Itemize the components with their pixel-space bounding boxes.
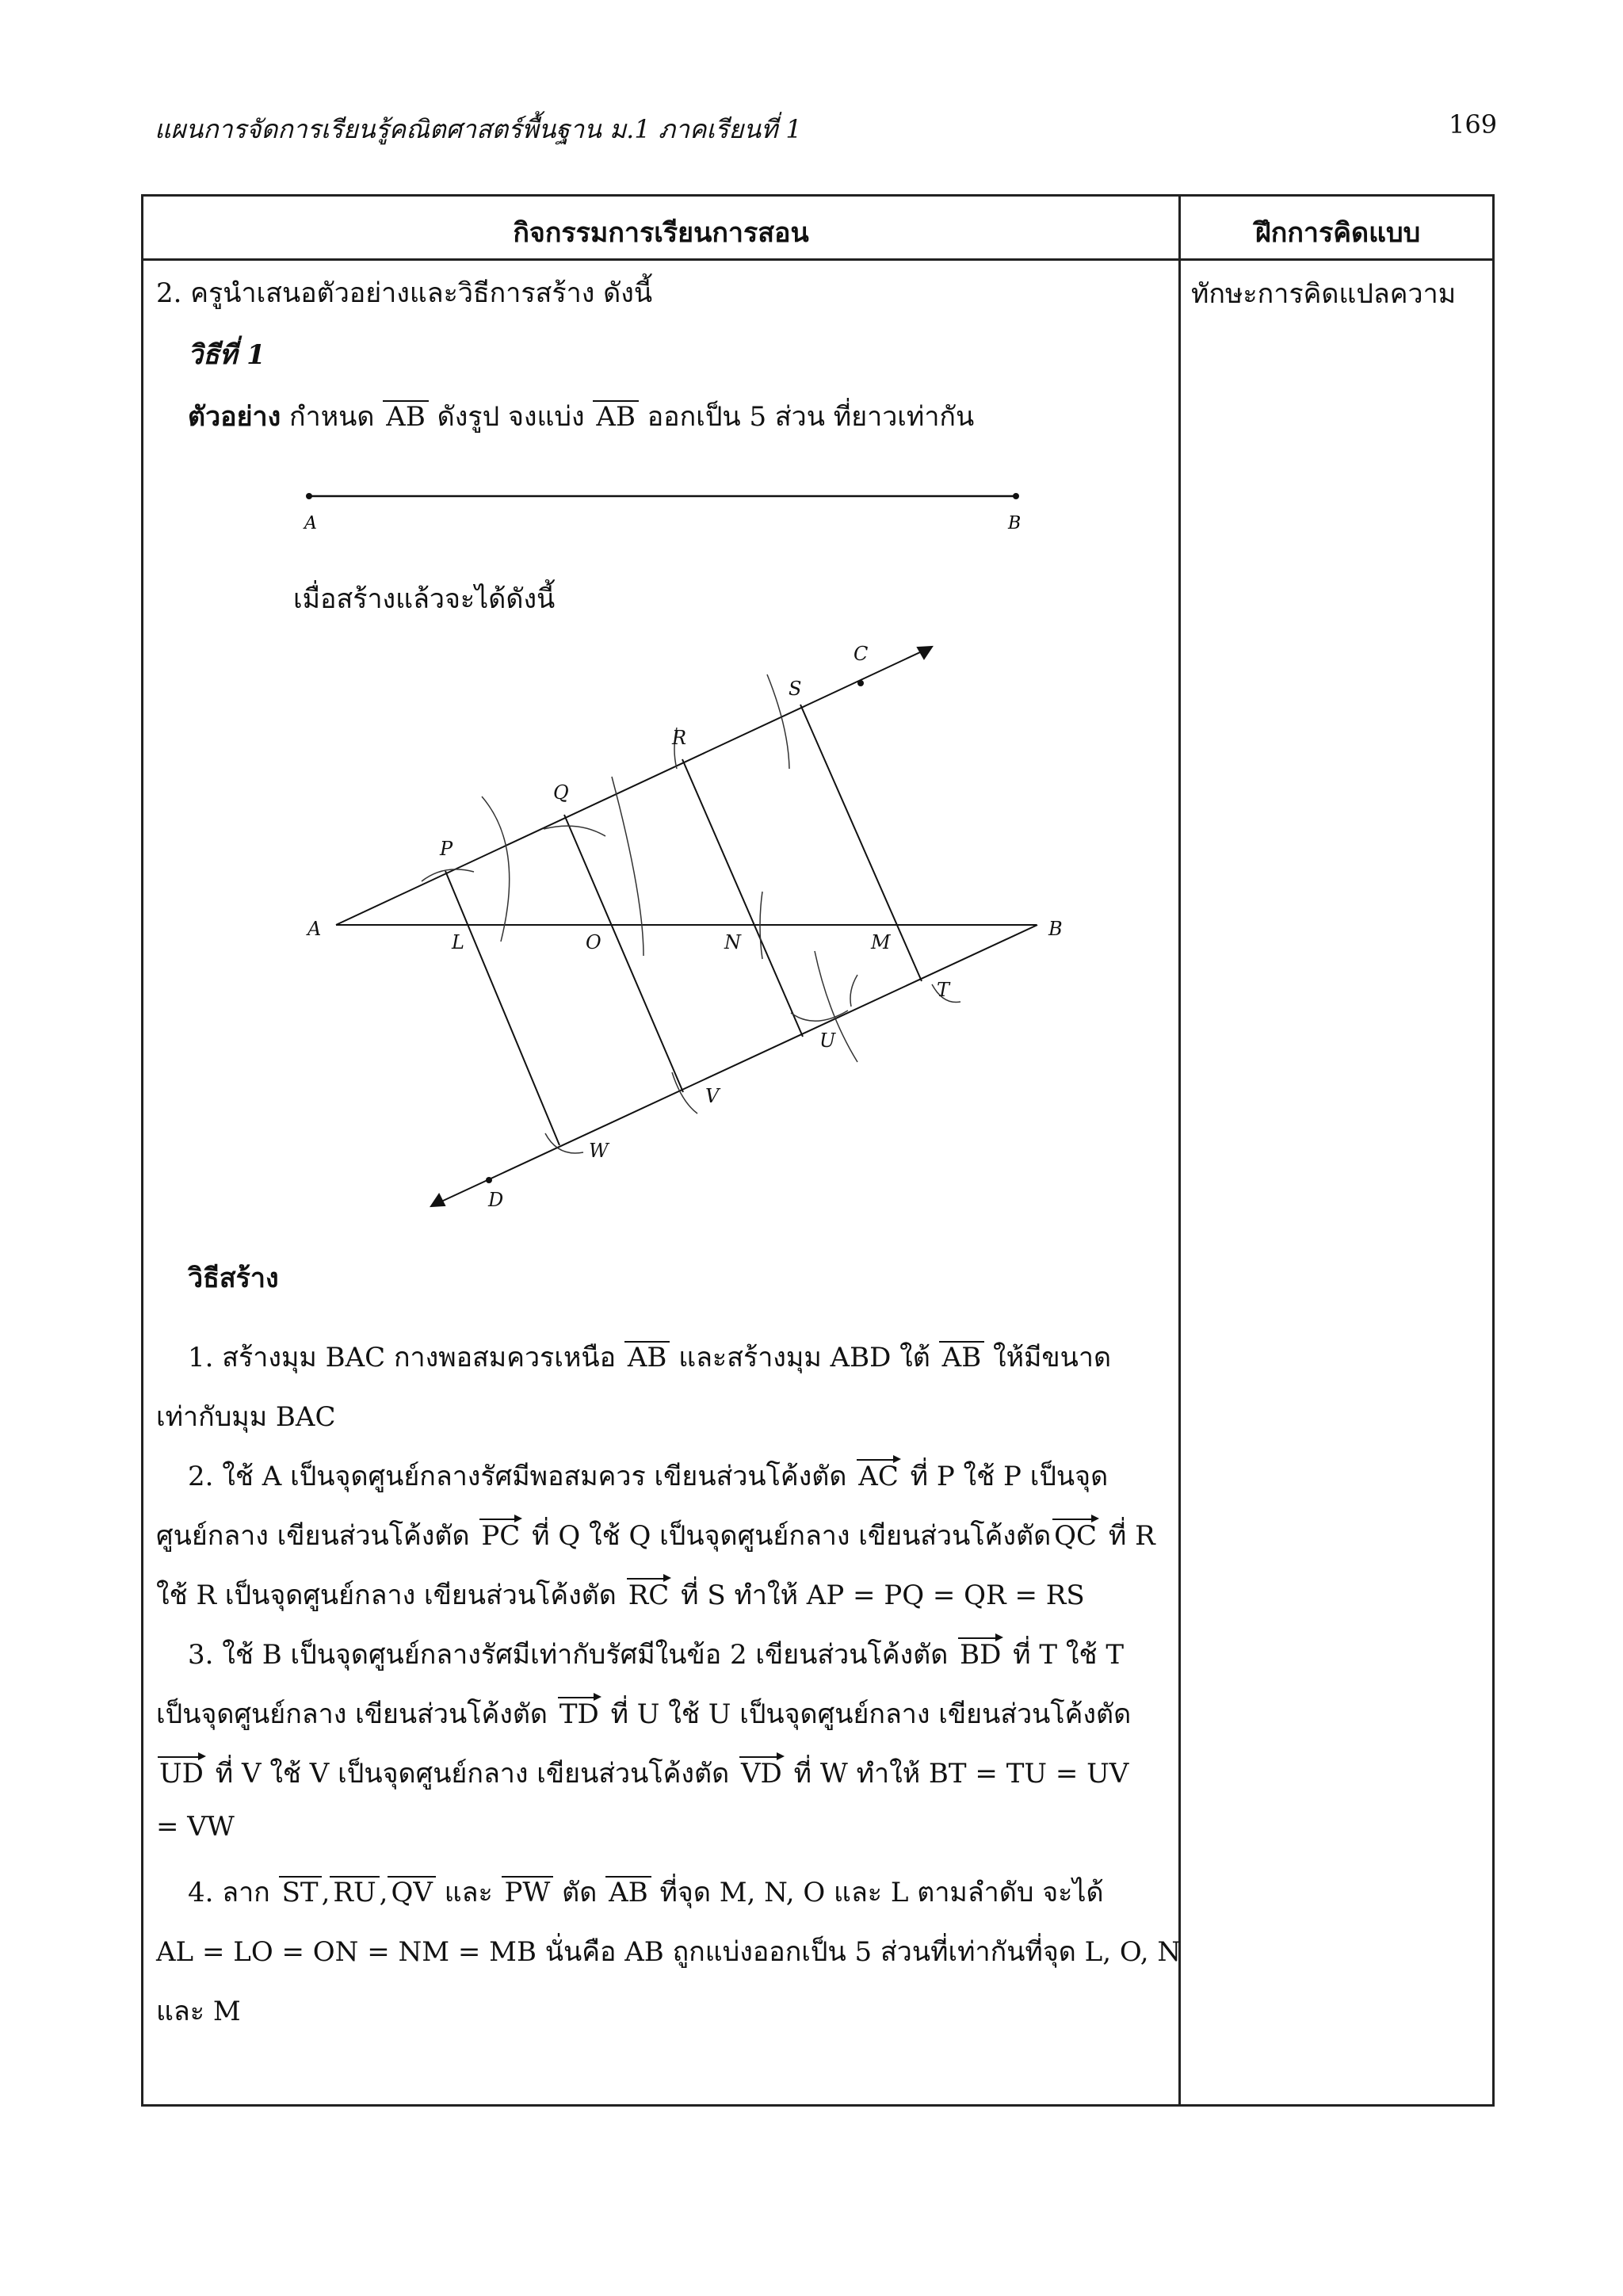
label-a: A xyxy=(304,514,317,533)
label-b: B xyxy=(1008,514,1022,533)
segment-ab: AB xyxy=(383,400,429,433)
label-u: U xyxy=(819,1030,836,1052)
column-header-thinking: ฝึกการคิดแบบ xyxy=(1254,217,1421,249)
page-header-title: แผนการจัดการเรียนรู้คณิตศาสตร์พื้นฐาน ม.1 ภาคเรียนที่ 1 xyxy=(155,114,802,144)
step-3-line-3: UD ที่ V ใช้ V เป็นจุดศูนย์กลาง เขียนส่วนโค้งตัด VD ที่ W ทำให้ BT = TU = UV xyxy=(156,1752,1128,1794)
label-p: P xyxy=(440,838,453,860)
step-3-line-1: 3. ใช้ B เป็นจุดศูนย์กลางรัศมีเท่ากับรัศมีในข้อ 2 เขียนส่วนโค้งตัด BD ที่ T ใช้ T xyxy=(188,1639,1125,1671)
step-2-line-1: 2. ใช้ A เป็นจุดศูนย์กลางรัศมีพอสมควร เขียนส่วนโค้งตัด AC ที่ P ใช้ P เป็นจุด xyxy=(188,1461,1109,1492)
page-number: 169 xyxy=(1449,109,1498,139)
method-title: วิธีที่ 1 xyxy=(188,339,265,371)
step-4-line-1: 4. ลาก ST , RU , QV และ PW ตัด AB ที่จุด M, N, O และ L ตามลำดับ จะได้ xyxy=(188,1877,1104,1908)
column-divider xyxy=(1178,197,1181,2104)
steps-title: วิธีสร้าง xyxy=(188,1263,279,1294)
step-2-line-3: ใช้ R เป็นจุดศูนย์กลาง เขียนส่วนโค้งตัด RC ที่ S ทำให้ AP = PQ = QR = RS xyxy=(156,1580,1085,1611)
header-divider xyxy=(143,258,1492,261)
example-line: ตัวอย่าง กำหนด AB ดังรูป จงแบ่ง AB ออกเป็น 5 ส่วน ที่ยาวเท่ากัน xyxy=(188,401,975,433)
example-label: ตัวอย่าง xyxy=(188,401,281,433)
label-t: T xyxy=(937,979,950,1001)
step-2-line-2: ศูนย์กลาง เขียนส่วนโค้งตัด PC ที่ Q ใช้ Q เป็นจุดศูนย์กลาง เขียนส่วนโค้งตัด QC ที่ R xyxy=(156,1520,1155,1552)
label-v: V xyxy=(705,1085,720,1107)
label-l: L xyxy=(452,931,464,953)
thinking-skill: ทักษะการคิดแปลความ xyxy=(1191,278,1457,310)
step-3-line-4: = VW xyxy=(156,1811,235,1843)
label-n: N xyxy=(724,931,741,953)
label-d: D xyxy=(488,1189,504,1211)
label-c: C xyxy=(854,643,869,665)
segment-ab: AB xyxy=(593,400,639,433)
label-r: R xyxy=(672,727,687,749)
label-w: W xyxy=(589,1140,609,1162)
step-4-line-2: AL = LO = ON = NM = MB นั่นคือ AB ถูกแบ่งออกเป็น 5 ส่วนที่เท่ากันที่จุด L, O, N xyxy=(156,1936,1182,1968)
intro-text: 2. ครูนำเสนอตัวอย่างและวิธีการสร้าง ดังนี้ xyxy=(156,277,653,309)
after-construction-text: เมื่อสร้างแล้วจะได้ดังนี้ xyxy=(293,583,556,615)
step-1-line-1: 1. สร้างมุม BAC กางพอสมควรเหนือ AB และสร้างมุม ABD ใต้ AB ให้มีขนาด xyxy=(188,1342,1112,1373)
figure-construction xyxy=(293,634,1102,1228)
label-m: M xyxy=(871,931,891,953)
label-a: A xyxy=(307,918,322,940)
label-o: O xyxy=(586,931,601,953)
label-b: B xyxy=(1048,918,1063,940)
label-s: S xyxy=(789,678,802,700)
step-4-line-3: และ M xyxy=(156,1996,241,2027)
figure-segment-ab xyxy=(293,476,1038,547)
column-header-activities: กิจกรรมการเรียนการสอน xyxy=(513,217,809,249)
step-1-line-2: เท่ากับมุม BAC xyxy=(156,1401,336,1433)
step-3-line-2: เป็นจุดศูนย์กลาง เขียนส่วนโค้งตัด TD ที่ U ใช้ U เป็นจุดศูนย์กลาง เขียนส่วนโค้งตัด xyxy=(156,1698,1132,1730)
label-q: Q xyxy=(553,781,569,804)
